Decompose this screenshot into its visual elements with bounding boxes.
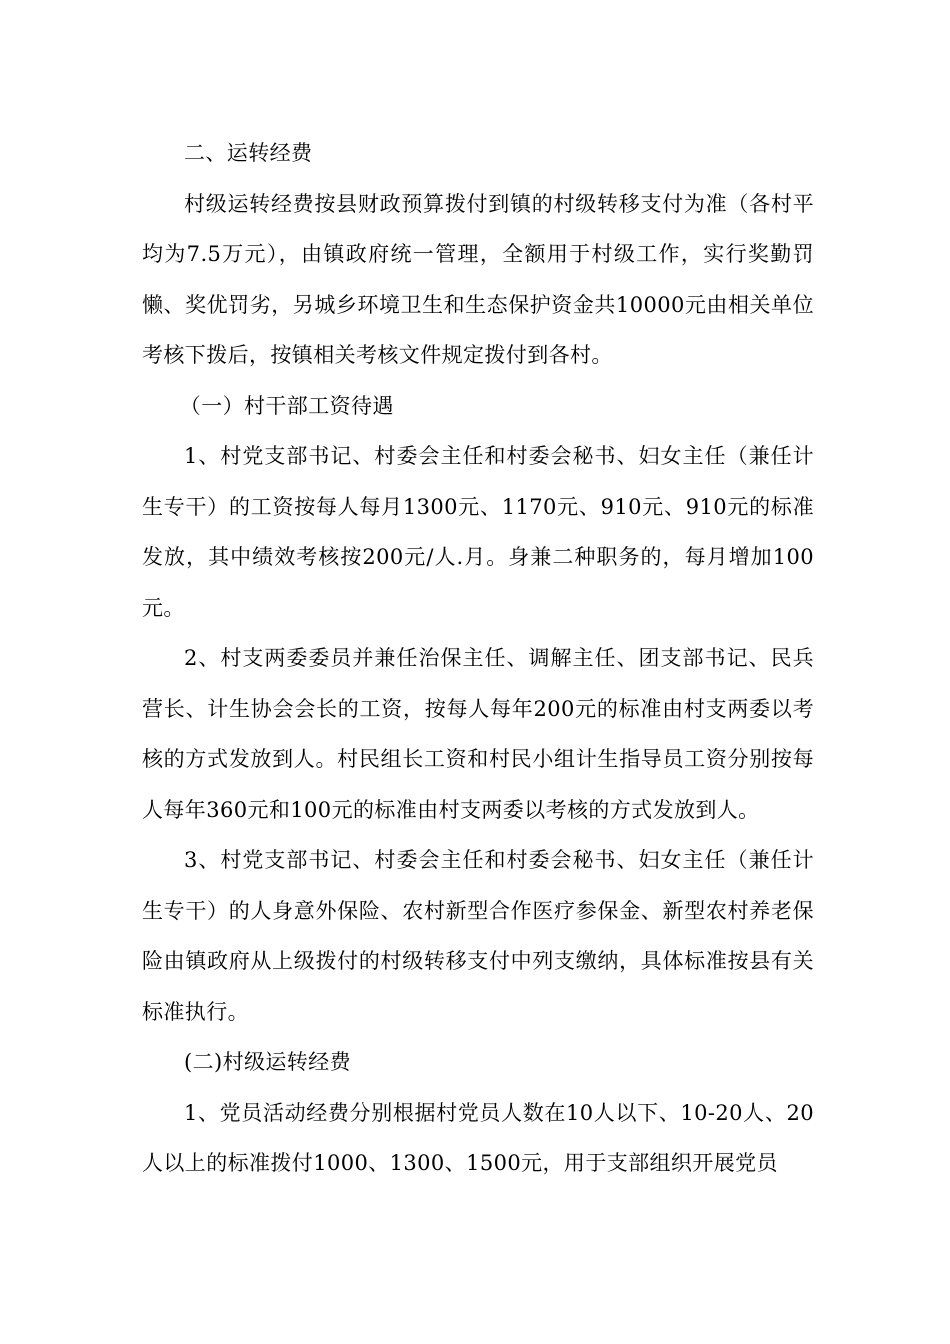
document-body: [142, 128, 814, 1189]
subsection-title-operating-funds: (二)村级运转经费: [184, 1050, 351, 1074]
salary-item-2: 2、村支两委委员并兼任治保主任、调解主任、团支部书记、民兵营长、计生协会会长的工资，按每人每年200元的标准由村支两委以考核的方式发放到人。村民组长工资和村民小组计生指导员工资分别按每人每年360元和100元的标准由村支两委以考核的方式发放到人。: [142, 646, 814, 822]
intro-paragraph: 村级运转经费按县财政预算拨付到镇的村级转移支付为准（各村平均为7.5万元），由镇政府统一管理，全额用于村级工作，实行奖勤罚懒、奖优罚劣，另城乡环境卫生和生态保护资金共10000元由相关单位考核下拨后，按镇相关考核文件规定拨付到各村。: [142, 191, 814, 367]
section-title: 二、运转经费: [184, 141, 313, 165]
subsection-title-salary: （一）村干部工资待遇: [179, 393, 394, 418]
salary-item-1: 1、村党支部书记、村委会主任和村委会秘书、妇女主任（兼任计生专干）的工资按每人每月1300元、1170元、910元、910元的标准发放，其中绩效考核按200元/人.月。身兼二种职务的，每月增加100元。: [142, 444, 814, 620]
salary-item-3: 3、村党支部书记、村委会主任和村委会秘书、妇女主任（兼任计生专干）的人身意外保险、农村新型合作医疗参保金、新型农村养老保险由镇政府从上级拨付的村级转移支付中列支缴纳，具体标准按县有关标准执行。: [142, 848, 814, 1024]
operating-funds-item-1: 1、党员活动经费分别根据村党员人数在10人以下、10-20人、20人以上的标准拨付1000、1300、1500元，用于支部组织开展党员: [142, 1100, 814, 1175]
